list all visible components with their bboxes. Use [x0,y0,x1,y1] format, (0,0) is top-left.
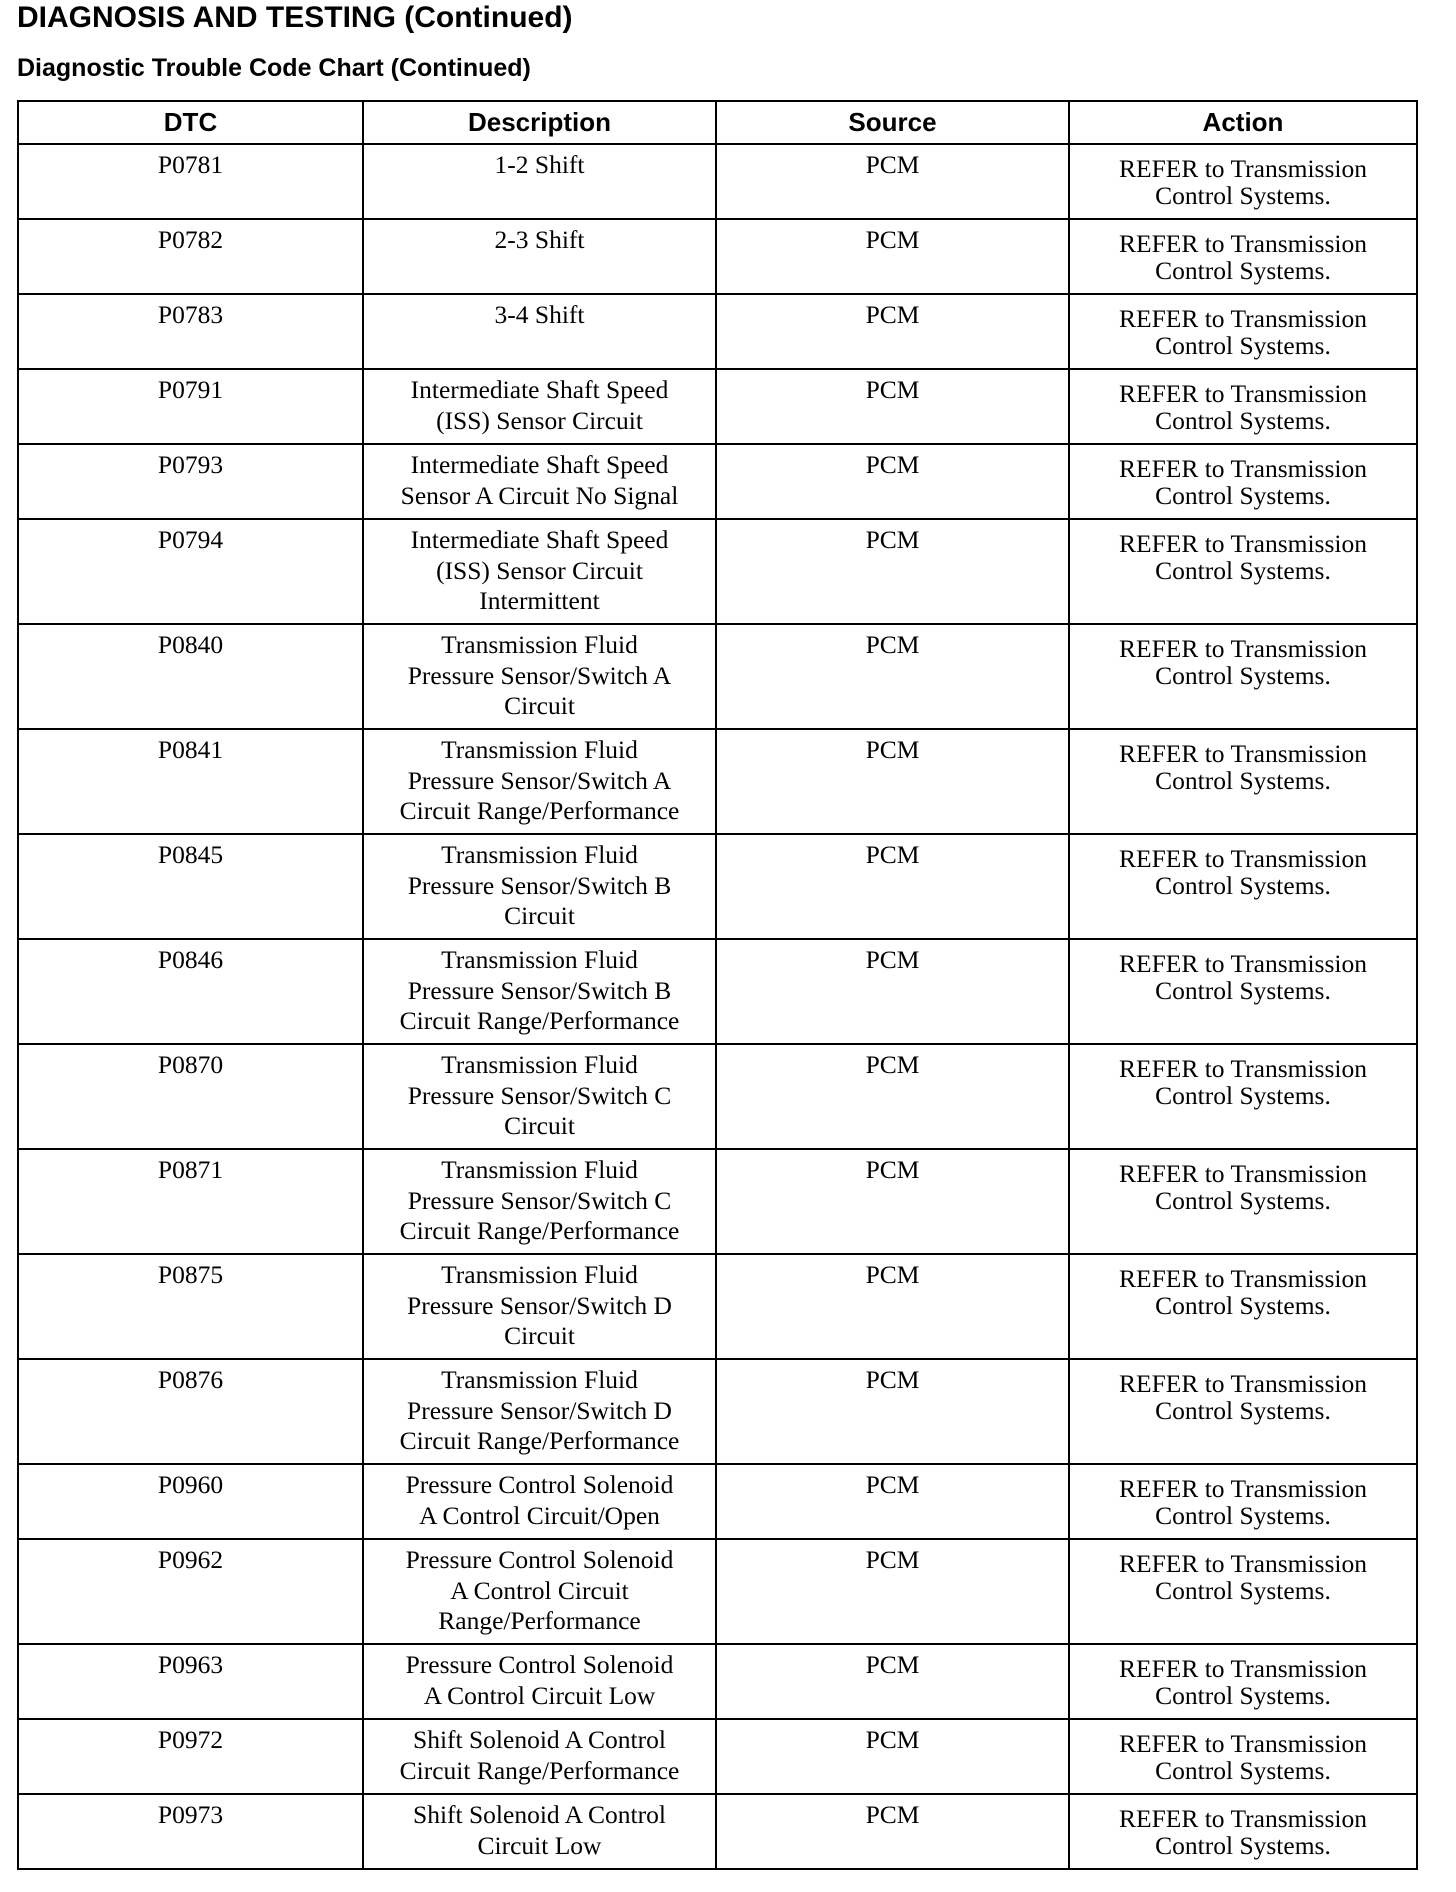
description-line: Pressure Sensor/Switch C [407,1185,672,1215]
dtc-description [363,1719,716,1794]
description-line: Transmission Fluid [441,1260,638,1289]
dtc-code: P0846 [18,939,363,1044]
action-line: Control Systems. [1155,556,1331,585]
table-row [18,1149,1417,1254]
description-line: Pressure Sensor/Switch D [407,1395,672,1425]
dtc-action [1069,1644,1417,1719]
dtc-description [363,519,716,624]
dtc-action [1069,369,1417,444]
dtc-code: P0840 [18,624,363,729]
chart-subtitle: Diagnostic Trouble Code Chart (Continued) [17,54,531,82]
action-line: REFER to Transmission [1119,454,1367,483]
table-row [18,624,1417,729]
dtc-description [363,1044,716,1149]
dtc-description [363,144,716,219]
dtc-source: PCM [716,1044,1069,1149]
column-header-action: Action [1069,101,1417,144]
action-line: REFER to Transmission [1119,1729,1367,1758]
action-line: REFER to Transmission [1119,154,1367,183]
action-line: Control Systems. [1155,1576,1331,1605]
table-row [18,144,1417,219]
description-line: Shift Solenoid A Control [413,1800,666,1829]
dtc-description [363,834,716,939]
dtc-description [363,624,716,729]
action-line: Control Systems. [1155,1186,1331,1215]
dtc-action [1069,1719,1417,1794]
description-line: Pressure Sensor/Switch A [407,765,672,795]
dtc-source: PCM [716,1254,1069,1359]
dtc-code: P0782 [18,219,363,294]
description-line: 2-3 Shift [494,225,585,254]
dtc-description [363,294,716,369]
table-row [18,1464,1417,1539]
table-row [18,1539,1417,1644]
action-line: REFER to Transmission [1119,1804,1367,1833]
action-line: Control Systems. [1155,406,1331,435]
action-line: REFER to Transmission [1119,1369,1367,1398]
dtc-description [363,729,716,834]
dtc-action [1069,294,1417,369]
dtc-action [1069,1794,1417,1869]
dtc-code: P0841 [18,729,363,834]
table-row [18,1794,1417,1869]
dtc-action [1069,939,1417,1044]
dtc-description [363,1794,716,1869]
description-line: 3-4 Shift [494,300,585,329]
description-line: Transmission Fluid [441,945,638,974]
description-line: Transmission Fluid [441,1155,638,1184]
description-line: Circuit Range/Performance [399,796,680,825]
dtc-code: P0870 [18,1044,363,1149]
description-line: Pressure Control Solenoid [405,1545,674,1574]
description-line: (ISS) Sensor Circuit [436,555,643,585]
action-line: Control Systems. [1155,1756,1331,1785]
action-line: Control Systems. [1155,1831,1331,1860]
dtc-source: PCM [716,519,1069,624]
dtc-source: PCM [716,834,1069,939]
dtc-code: P0973 [18,1794,363,1869]
description-line: Transmission Fluid [441,840,638,869]
table-row [18,834,1417,939]
dtc-action [1069,1464,1417,1539]
description-line: Circuit Range/Performance [399,1755,680,1785]
description-line: Transmission Fluid [441,630,638,659]
table-row [18,1719,1417,1794]
action-line: Control Systems. [1155,1501,1331,1530]
action-line: REFER to Transmission [1119,739,1367,768]
dtc-source: PCM [716,369,1069,444]
table-row [18,219,1417,294]
dtc-action [1069,1044,1417,1149]
table-row [18,1254,1417,1359]
column-header-source: Source [716,101,1069,144]
dtc-description [363,219,716,294]
action-line: REFER to Transmission [1119,949,1367,978]
action-line: Control Systems. [1155,1081,1331,1110]
dtc-code: P0845 [18,834,363,939]
action-line: REFER to Transmission [1119,634,1367,663]
description-line: Circuit Low [477,1830,602,1860]
dtc-source: PCM [716,144,1069,219]
column-header-description: Description [363,101,716,144]
dtc-code: P0783 [18,294,363,369]
table-row [18,519,1417,624]
action-line: Control Systems. [1155,256,1331,285]
table-row [18,939,1417,1044]
description-line: Intermediate Shaft Speed [410,450,669,479]
description-line: Pressure Sensor/Switch B [407,870,672,900]
dtc-source: PCM [716,294,1069,369]
dtc-action [1069,1539,1417,1644]
action-line: REFER to Transmission [1119,1474,1367,1503]
dtc-action [1069,624,1417,729]
dtc-source: PCM [716,1464,1069,1539]
action-line: REFER to Transmission [1119,844,1367,873]
table-row [18,1359,1417,1464]
description-line: A Control Circuit/Open [419,1500,660,1530]
description-line: (ISS) Sensor Circuit [436,405,643,435]
description-line: Circuit [504,691,575,720]
action-line: Control Systems. [1155,976,1331,1005]
dtc-description [363,1254,716,1359]
description-line: Intermediate Shaft Speed [410,375,669,404]
table-header-row [18,101,1417,144]
action-line: REFER to Transmission [1119,1549,1367,1578]
description-line: A Control Circuit Low [423,1680,656,1710]
description-line: Range/Performance [438,1606,641,1635]
dtc-code: P0794 [18,519,363,624]
dtc-source: PCM [716,939,1069,1044]
page-title: DIAGNOSIS AND TESTING (Continued) [17,1,573,34]
dtc-source: PCM [716,1539,1069,1644]
dtc-source: PCM [716,1794,1069,1869]
dtc-action [1069,144,1417,219]
description-line: Sensor A Circuit No Signal [400,480,679,510]
description-line: Circuit Range/Performance [399,1216,680,1245]
dtc-action [1069,729,1417,834]
dtc-source: PCM [716,1644,1069,1719]
dtc-description [363,369,716,444]
description-line: Transmission Fluid [441,735,638,764]
dtc-action [1069,519,1417,624]
description-line: Pressure Sensor/Switch C [407,1080,672,1110]
table-row [18,1044,1417,1149]
action-line: REFER to Transmission [1119,1054,1367,1083]
dtc-source: PCM [716,444,1069,519]
description-line: Circuit [504,1111,575,1140]
action-line: REFER to Transmission [1119,1264,1367,1293]
description-line: Circuit [504,1321,575,1350]
action-line: Control Systems. [1155,181,1331,210]
dtc-description [363,939,716,1044]
action-line: REFER to Transmission [1119,379,1367,408]
dtc-source: PCM [716,1359,1069,1464]
dtc-code: P0963 [18,1644,363,1719]
dtc-action [1069,1359,1417,1464]
dtc-action [1069,834,1417,939]
dtc-description [363,1539,716,1644]
dtc-description [363,444,716,519]
action-line: Control Systems. [1155,331,1331,360]
description-line: Pressure Sensor/Switch D [407,1290,672,1320]
description-line: Shift Solenoid A Control [413,1725,666,1754]
action-line: Control Systems. [1155,1396,1331,1425]
action-line: Control Systems. [1155,661,1331,690]
action-line: REFER to Transmission [1119,1654,1367,1683]
action-line: Control Systems. [1155,481,1331,510]
description-line: Pressure Control Solenoid [405,1650,674,1679]
description-line: Transmission Fluid [441,1365,638,1394]
dtc-source: PCM [716,1719,1069,1794]
description-line: Transmission Fluid [441,1050,638,1079]
dtc-code: P0876 [18,1359,363,1464]
description-line: Intermediate Shaft Speed [410,525,669,554]
description-line: Circuit [504,901,575,930]
table-body [18,144,1417,1869]
dtc-code: P0972 [18,1719,363,1794]
dtc-code: P0781 [18,144,363,219]
dtc-code: P0871 [18,1149,363,1254]
description-line: Intermittent [479,586,600,615]
table-row [18,294,1417,369]
dtc-code: P0791 [18,369,363,444]
action-line: REFER to Transmission [1119,304,1367,333]
description-line: Pressure Control Solenoid [405,1470,674,1499]
action-line: REFER to Transmission [1119,1159,1367,1188]
dtc-description [363,1644,716,1719]
table-row [18,369,1417,444]
table-row [18,1644,1417,1719]
action-line: Control Systems. [1155,766,1331,795]
dtc-description [363,1149,716,1254]
description-line: Circuit Range/Performance [399,1426,680,1455]
action-line: Control Systems. [1155,871,1331,900]
dtc-description [363,1359,716,1464]
action-line: REFER to Transmission [1119,229,1367,258]
column-header-dtc: DTC [18,101,363,144]
dtc-table [17,100,1418,1870]
dtc-action [1069,1254,1417,1359]
action-line: Control Systems. [1155,1681,1331,1710]
dtc-code: P0960 [18,1464,363,1539]
table-row [18,444,1417,519]
action-line: REFER to Transmission [1119,529,1367,558]
description-line: 1-2 Shift [494,150,585,179]
dtc-description [363,1464,716,1539]
dtc-code: P0793 [18,444,363,519]
dtc-code: P0875 [18,1254,363,1359]
dtc-code: P0962 [18,1539,363,1644]
table-row [18,729,1417,834]
dtc-source: PCM [716,1149,1069,1254]
description-line: A Control Circuit [450,1575,629,1605]
dtc-source: PCM [716,624,1069,729]
description-line: Pressure Sensor/Switch B [407,975,672,1005]
dtc-action [1069,1149,1417,1254]
dtc-action [1069,219,1417,294]
description-line: Pressure Sensor/Switch A [407,660,672,690]
dtc-action [1069,444,1417,519]
dtc-source: PCM [716,729,1069,834]
action-line: Control Systems. [1155,1291,1331,1320]
dtc-source: PCM [716,219,1069,294]
description-line: Circuit Range/Performance [399,1006,680,1035]
